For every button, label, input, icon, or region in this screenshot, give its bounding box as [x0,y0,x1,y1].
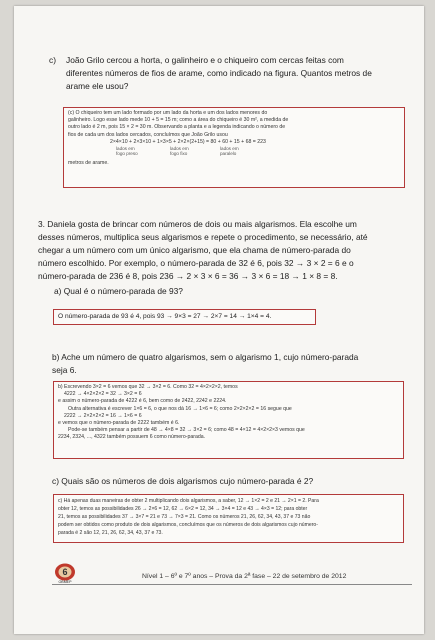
question-3-line-3: chegar a um número com um único algarismo, que ela chama de número-parada do [38,245,351,255]
question-3c: c) Quais são os números de dois algarismos cujo número-parada é 2? [52,476,314,486]
question-c-line-1: João Grilo cercou a horta, o galinheiro e o chiqueiro com cercas feitas com [66,55,344,65]
answer-c2-line-2: obter 12, temos as possibilidades 26 → 2×6 = 12, 62 → 6×2 = 12, 34 → 3×4 = 12 e 43 → 4×3 = 12; para obter [58,506,308,512]
answer-c-line-2: galinheiro. Logo esse lado mede 10 + 5 = 15 m; como a área do chiqueiro é 30 m², a medida de [68,117,289,124]
answer-c2-line-4: podem ser obtidos como produto de dois algarismos, concluímos que os números de dois algarismos cujo número- [58,522,318,528]
answer-c2-line-3: 21, temos as possibilidades 37 → 3×7 = 21 e 73 → 7×3 = 21. Como os números 21, 26, 62, 34, 43, 37 e 73 não [58,514,311,520]
obmep-logo-icon [52,562,78,584]
answer-b-line-5: 2222 → 2×2×2×2 = 16 → 1×6 = 6 [64,412,142,419]
question-c-label: c) [49,55,56,65]
answer-c-line-1: (c) O chiqueiro tem um lado formado por um lado da horta e um dos lados menores do [68,110,268,116]
answer-box-c [63,107,405,188]
answer-c-line-3: outro lado é 2 m, pois 15 × 2 = 30 m. Observando a planta e a legenda indicando o número de [68,124,286,131]
question-3b-line-2: seja 6. [52,365,77,375]
underbrace-label-1: lados em fogo preso [116,146,138,157]
exam-page [14,6,424,634]
answer-c-underbraces [68,146,400,160]
answer-b-line-1: b) Escrevendo 3×2 = 6 vemos que 32 → 3×2 = 6. Como 32 = 4×2×2×2, temos [58,384,238,390]
question-3-line-1: 3. Daniela gosta de brincar com números de dois ou mais algarismos. Ela escolhe um [38,219,357,229]
answer-c-line-4: fios de cada um dos lados cercados, concluímos que João Grilo usou [68,131,228,138]
answer-box-c2 [53,494,404,543]
footer-text: Nível 1 – 6º e 7º anos – Prova da 2ª fase – 22 de setembro de 2012 [142,573,347,580]
footer-divider [52,584,412,585]
answer-c2-line-5: parada é 2 são 12, 21, 26, 62, 34, 43, 37 e 73. [58,530,163,536]
question-3-line-2: desses números, multiplica seus algarismos e repete o procedimento, se necessário, até [38,232,368,242]
question-3a: a) Qual é o número-parada de 93? [54,286,183,296]
obmep-logo [52,562,78,584]
answer-b-line-2: 4222 → 4×2×2×2 = 32 → 3×2 = 6 [64,391,142,398]
answer-b-line-3: e assim o número-parada de 4222 é 6, bem como de 2422, 2242 e 2224. [58,398,227,405]
underbrace-label-3: lados em paralelo [220,146,239,157]
answer-a-text: O número-parada de 93 é 4, pois 93 → 9×3 = 27 → 2×7 = 14 → 1×4 = 4. [58,313,272,320]
answer-c-line-5: metros de arame. [68,160,109,167]
question-3-line-4: número escolhido. Por exemplo, o número-parada de 32 é 6, pois 32 → 3 × 2 = 6 e o [38,258,354,268]
logo-number: 6 [62,567,68,577]
answer-box-b [53,381,404,459]
answer-box-a [53,309,316,325]
question-3-line-5: número-parada de 236 é 8, pois 236 → 2 × 3 × 6 = 36 → 3 × 6 = 18 → 1 × 8 = 8. [38,271,338,281]
answer-b-line-4: Outra alternativa é escrever 1×6 = 6, o que nos dá 16 → 1×6 = 6; como 2×2×2×2 = 16 segue que [68,405,292,412]
underbrace-label-2: lados em fogo fixo [170,146,189,157]
logo-text: OBMEP [58,580,72,584]
answer-b-line-8: 2234, 2324, ..., 4322 também possuem 6 como número-parada. [58,434,206,441]
question-c-line-2: diferentes números de fios de arame, como indicado na figura. Quantos metros de [66,68,372,78]
answer-c2-line-1: c) Há apenas duas maneiras de obter 2 multiplicando dois algarismos, a saber, 12 → 1×2 = 2 e 21 → 2×1 = 2. Para [58,498,319,504]
question-c-line-3: arame ele usou? [66,81,129,91]
answer-c-equation: 2×4×10 + 2×3×10 + 1×3×5 + 2×2×(2+15) = 80 + 60 + 15 + 68 = 223 [110,138,266,145]
answer-b-line-7: Pode-se também pensar a partir de 48 → 4×8 = 32 → 3×2 = 6; como 48 = 4×12 = 4×2×2×3 vemos que [68,427,305,434]
answer-b-line-6: e vemos que o número-parada de 2222 também é 6. [58,420,180,427]
question-3b-line-1: b) Ache um número de quatro algarismos, sem o algarismo 1, cujo número-parada [52,352,359,362]
